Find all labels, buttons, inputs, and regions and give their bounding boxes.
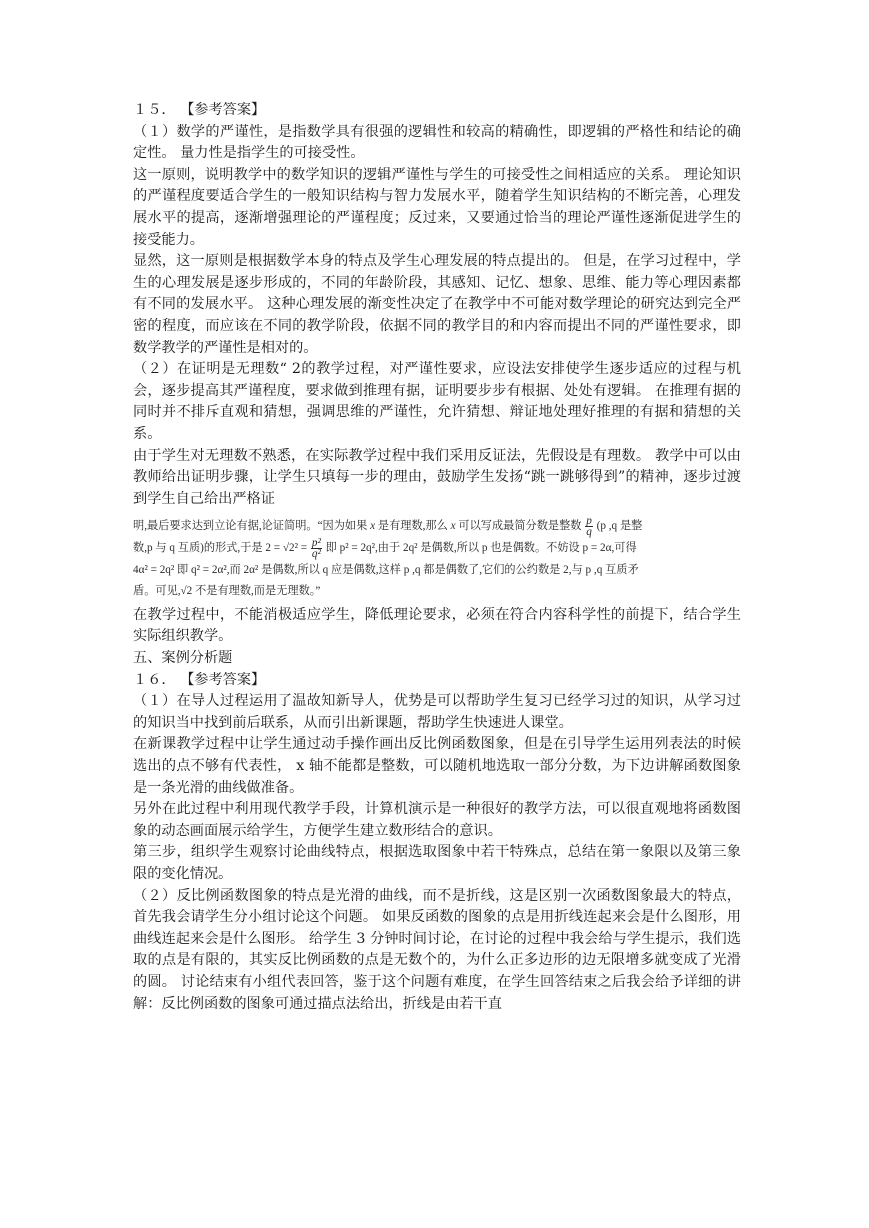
answer-paragraph: 在教学过程中，不能消极适应学生，降低理论要求，必须在符合内容科学性的前提下，结合学生实际组织教学。 [133,606,741,645]
answer-paragraph: （２）在证明是无理数“ 2的教学过程，对严谨性要求，应设法安排使学生逐步适应的过程与机会，逐步提高其严谨程度，要求做到推理有据，证明要步步有根据、处处有逻辑。 在推理有据的同时并不排斥直观和猜想，强调思维的严谨性，允许猜想、辩证地处理好推理的有据和猜想的关系。 [133,361,741,442]
answer-paragraph: 由于学生对无理数不熟悉，在实际教学过程中我们采用反证法，先假设是有理数。 教学中可以由教师给出证明步骤，让学生只填每一步的理由，鼓励学生发扬“跳一跳够得到”的精神，逐步过渡到学生自己给出严格证 [133,447,741,507]
fraction-p2-over-q2: $\frac{\text{p²}}{\text{q²}}$ [311,536,321,560]
answer-paragraph: 在新课教学过程中让学生通过动手操作画出反比例函数图象，但是在引导学生运用列表法的时候选出的点不够有代表性， x 轴不能都是整数，可以随机地选取一部分分数，为下边讲解函数图象是一条光滑的曲线做准备。 [133,736,741,796]
answer-paragraph: 这一原则，说明教学中的数学知识的逻辑严谨性与学生的可接受性之间相适应的关系。 理论知识的严谨程度要适合学生的一般知识结构与智力发展水平，随着学生知识结构的不断完善，心理发展水平的提高，逐渐增强理论的严谨程度；反过来，又要通过恰当的理论严谨性逐渐促进学生的接受能力。 [133,166,741,248]
proof-line-4: 盾。可见,√2 不是有理数,而是无理数。” [133,585,321,598]
question-16-heading: １６． 【参考答案】 [133,671,266,688]
question-15-heading: １５． 【参考答案】 [133,102,266,118]
document-page [133,100,741,1015]
proof-equation-block [133,516,741,603]
section-heading: 五、案例分析题 [133,650,233,666]
proof-line-3: 4α² = 2q² 即 q² = 2α²,而 2α² 是偶数,所以 q 应是偶数,这样 p ,q 都是偶数了,它们的公约数是 2,与 p ,q 互质矛 [133,563,639,576]
proof-line-2: 数,p 与 q 互质)的形式,于是 2 = √2² = $\frac{\text{p²}}{\text{q²}}$ 即 p² = 2q²,由于 2q² 是偶数,所以 p 也是偶数。不妨设 p = 2α,可得 [133,536,637,560]
answer-paragraph: （２）反比例函数图象的特点是光滑的曲线，而不是折线，这是区别一次函数图象最大的特点，首先我会请学生分小组讨论这个问题。 如果反函数的图象的点是用折线连起来会是什么图形，用曲线连起来会是什么图形。 给学生 3 分钟时间讨论，在讨论的过程中我会给与学生提示，我们选取的点是有限的，其实反比例函数的点是无数个的，为什么正多边形的边无限增多就变成了光滑的圆。 讨论结束有小组代表回答，鉴于这个问题有难度，在学生回答结束之后我会给予详细的讲解：反比例函数的图象可通过描点法给出，折线是由若干直 [133,887,741,1012]
answer-paragraph: 显然，这一原则是根据数学本身的特点及学生心理发展的特点提出的。 但是，在学习过程中，学生的心理发展是逐步形成的，不同的年龄阶段，其感知、记忆、想象、思维、能力等心理因素都有不同的发展水平。 这种心理发展的渐变性决定了在教学中不可能对数学理论的研究达到完全严密的程度，而应该在不同的教学阶段，依据不同的教学目的和内容而提出不同的严谨性要求，即数学教学的严谨性是相对的。 [133,253,741,356]
answer-paragraph: 另外在此过程中利用现代教学手段，计算机演示是一种很好的教学方法，可以很直观地将函数图象的动态画面展示给学生，方便学生建立数形结合的意识。 [133,801,741,839]
fraction-p-over-q: $\frac{p}{q}$ [586,515,592,539]
answer-paragraph: 第三步，组织学生观察讨论曲线特点，根据选取图象中若干特殊点，总结在第一象限以及第三象限的变化情况。 [133,844,741,882]
answer-paragraph: （１）在导人过程运用了温故知新导人，优势是可以帮助学生复习已经学习过的知识，从学习过的知识当中找到前后联系，从而引出新课题，帮助学生快速进人课堂。 [133,693,741,731]
proof-line-1: 明,最后要求达到立论有据,论证简明。“因为如果 x 是有理数,那么 x 可以写成最简分数是整数 $\frac{p}{q}$ (p ,q 是整 [133,515,643,539]
answer-paragraph: （１）数学的严谨性，是指数学具有很强的逻辑性和较高的精确性，即逻辑的严格性和结论的确定性。 量力性是指学生的可接受性。 [133,123,741,162]
